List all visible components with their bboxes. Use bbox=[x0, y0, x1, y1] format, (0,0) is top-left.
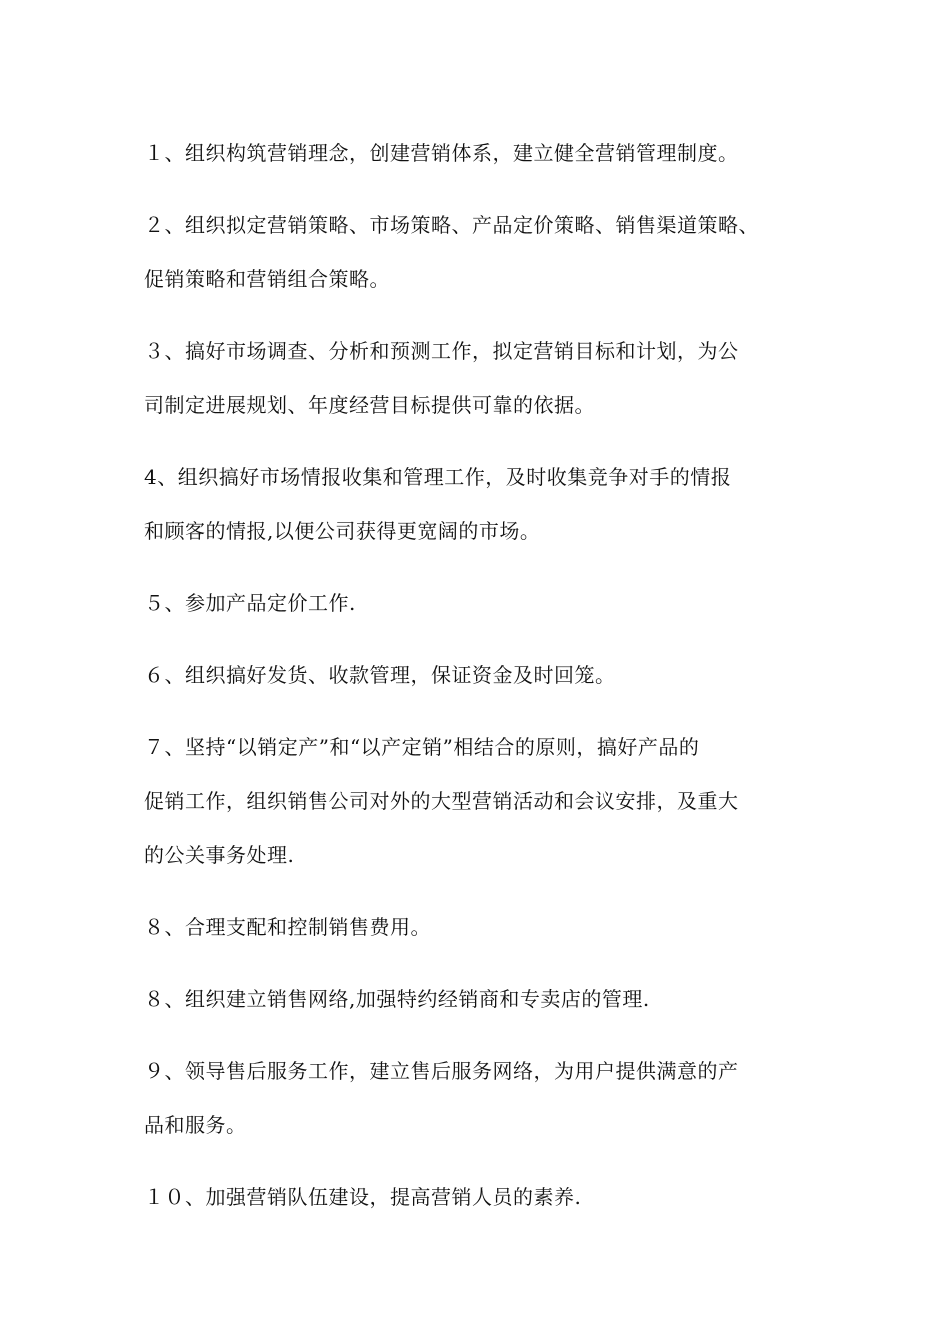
list-item bbox=[144, 450, 824, 558]
list-item bbox=[144, 324, 824, 432]
item-line: ８、组织建立销售网络,加强特约经销商和专卖店的管理. bbox=[144, 987, 650, 1011]
item-line: ３、搞好市场调查、分析和预测工作，拟定营销目标和计划，为公 bbox=[144, 339, 739, 363]
document-body bbox=[144, 126, 824, 1224]
item-line: ９、领导售后服务工作，建立售后服务网络，为用户提供满意的产 bbox=[144, 1059, 739, 1083]
list-item bbox=[144, 648, 824, 702]
list-item bbox=[144, 1170, 824, 1224]
list-item bbox=[144, 720, 824, 882]
item-line: 促销工作，组织销售公司对外的大型营销活动和会议安排，及重大 bbox=[144, 789, 739, 813]
item-line: 促销策略和营销组合策略。 bbox=[144, 267, 390, 291]
item-line: ５、参加产品定价工作. bbox=[144, 591, 356, 615]
item-line: ７、坚持“以销定产”和“以产定销”相结合的原则，搞好产品的 bbox=[144, 735, 700, 759]
item-line: １０、加强营销队伍建设，提高营销人员的素养. bbox=[144, 1185, 582, 1209]
list-item bbox=[144, 1044, 824, 1152]
list-item bbox=[144, 900, 824, 954]
list-item bbox=[144, 972, 824, 1026]
item-line: 4、组织搞好市场情报收集和管理工作，及时收集竞争对手的情报 bbox=[144, 465, 732, 489]
list-item bbox=[144, 126, 824, 180]
item-line: 和顾客的情报,以便公司获得更宽阔的市场。 bbox=[144, 519, 541, 543]
item-line: ６、组织搞好发货、收款管理，保证资金及时回笼。 bbox=[144, 663, 616, 687]
item-line: 品和服务。 bbox=[144, 1113, 247, 1137]
list-item bbox=[144, 576, 824, 630]
item-line: ８、合理支配和控制销售费用。 bbox=[144, 915, 431, 939]
item-line: ２、组织拟定营销策略、市场策略、产品定价策略、销售渠道策略、 bbox=[144, 213, 759, 237]
item-line: １、组织构筑营销理念，创建营销体系，建立健全营销管理制度。 bbox=[144, 141, 739, 165]
item-line: 司制定进展规划、年度经营目标提供可靠的依据。 bbox=[144, 393, 595, 417]
list-item bbox=[144, 198, 824, 306]
item-line: 的公关事务处理. bbox=[144, 843, 295, 867]
